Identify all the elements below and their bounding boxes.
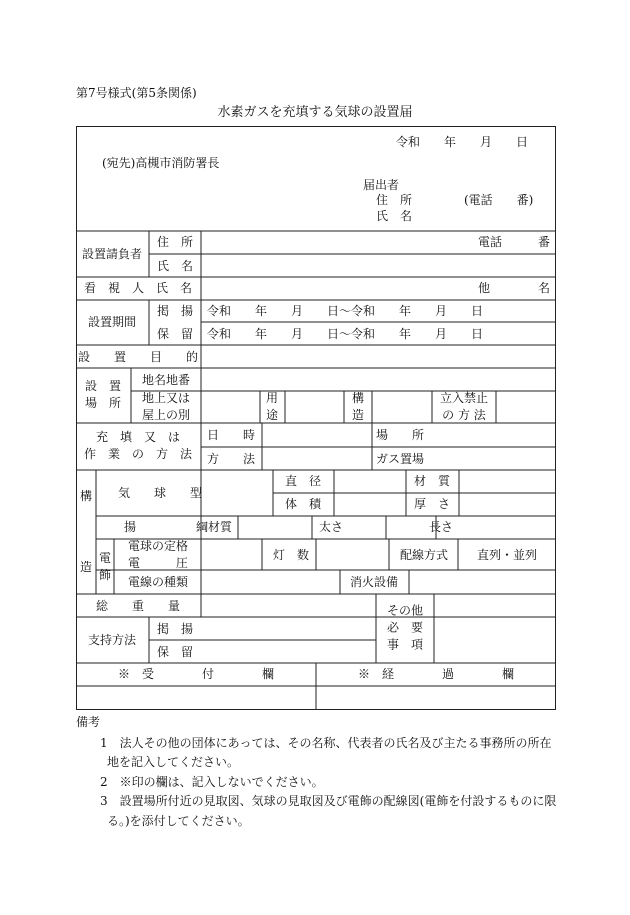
watchman-label: 看 視 人 氏 名 xyxy=(83,281,193,295)
contractor-name-label: 氏 名 xyxy=(156,259,194,273)
note-3-line-2: る。)を添付してください。 xyxy=(107,814,250,828)
contractor-phone-label: 電話 番 xyxy=(477,235,550,249)
filling-place-label: 場 所 xyxy=(375,428,425,442)
wiring-method-label: 配線方式 xyxy=(399,548,449,562)
period-retain-label: 保 留 xyxy=(156,327,194,341)
structure-type-label: 構 造 xyxy=(351,391,365,422)
ground-or-roof-label: 地上又は 屋上の別 xyxy=(141,391,191,422)
applicant-phone-label: (電話 番) xyxy=(464,193,534,207)
notification-form xyxy=(76,126,556,710)
date-field: 令和 年 月 日 xyxy=(395,135,528,149)
period-raise-range: 令和 年 月 日～令和 年 月 日 xyxy=(207,304,484,318)
bulb-voltage-label: 電球の定格 電 圧 xyxy=(127,539,189,570)
lighting-label: 電 飾 xyxy=(98,551,112,582)
note-1-line-2: 地を記入してください。 xyxy=(107,755,240,769)
filling-datetime-label: 日 時 xyxy=(206,428,256,442)
purpose-label: 設 置 目 的 xyxy=(77,350,199,364)
balloon-type-label: 気 球 型 xyxy=(117,486,203,500)
period-raise-label: 掲 揚 xyxy=(156,304,194,318)
addressee: (宛先)高槻市消防署長 xyxy=(102,156,220,170)
extinguisher-label: 消火設備 xyxy=(349,575,399,589)
material-label: 材 質 xyxy=(413,474,451,488)
location-label: 設 置 場 所 xyxy=(84,379,122,410)
wiring-options: 直列・並列 xyxy=(476,548,538,562)
period-label: 設置期間 xyxy=(87,315,137,329)
volume-label: 体 積 xyxy=(284,497,322,511)
contractor-address-label: 住 所 xyxy=(156,235,194,249)
contractor-label: 設置請負者 xyxy=(81,247,143,261)
entry-restriction-label: 立入禁止 の 方 法 xyxy=(439,391,489,422)
support-retain-label: 保 留 xyxy=(156,645,194,659)
watchman-other-label: 他 名 xyxy=(477,281,550,295)
other-matters-label: その他 必 要 事 項 xyxy=(386,603,424,652)
note-1-line-1: 1 法人その他の団体にあっては、その名称、代表者の氏名及び主たる事務所の所在 xyxy=(100,736,552,750)
applicant-label: 届出者 xyxy=(363,178,400,192)
total-weight-label: 総 重 量 xyxy=(95,599,181,613)
reception-column-label: ※ 受 付 欄 xyxy=(117,667,275,681)
diameter-label: 直 径 xyxy=(284,474,322,488)
structure-label-bottom: 造 xyxy=(79,560,93,574)
lamp-count-label: 灯 数 xyxy=(272,548,310,562)
form-number: 第7号様式(第5条関係) xyxy=(76,86,197,100)
applicant-name-label: 氏 名 xyxy=(376,209,413,223)
note-2: 2 ※印の欄は、記入しないでください。 xyxy=(100,775,324,789)
thickness-label: 厚 さ xyxy=(413,497,451,511)
period-retain-range: 令和 年 月 日～令和 年 月 日 xyxy=(207,327,484,341)
rope-length-label: 長さ xyxy=(428,520,454,534)
rope-material-label: 材質 xyxy=(207,520,233,534)
wire-type-label: 電線の種類 xyxy=(127,575,189,589)
applicant-address-label: 住 所 xyxy=(376,193,413,207)
gas-storage-label: ガス置場 xyxy=(375,452,425,466)
progress-column-label: ※ 経 過 欄 xyxy=(357,667,515,681)
support-raise-label: 掲 揚 xyxy=(156,622,194,636)
filling-method-label: 充 填 又 は 作 業 の 方 法 xyxy=(83,430,193,461)
filling-method-sub-label: 方 法 xyxy=(206,452,256,466)
rope-label: 揚 綱 xyxy=(123,520,209,534)
note-3-line-1: 3 設置場所付近の見取図、気球の見取図及び電飾の配線図(電飾を付設するものに限 xyxy=(100,794,557,808)
rope-thickness-label: 太さ xyxy=(318,520,344,534)
support-method-label: 支持方法 xyxy=(87,633,137,647)
structure-label-top: 構 xyxy=(79,489,93,503)
notes-heading: 備考 xyxy=(76,715,101,729)
form-title: 水素ガスを充填する気球の設置届 xyxy=(217,105,413,120)
location-lot-label: 地名地番 xyxy=(141,373,191,387)
use-label: 用 途 xyxy=(265,391,279,422)
